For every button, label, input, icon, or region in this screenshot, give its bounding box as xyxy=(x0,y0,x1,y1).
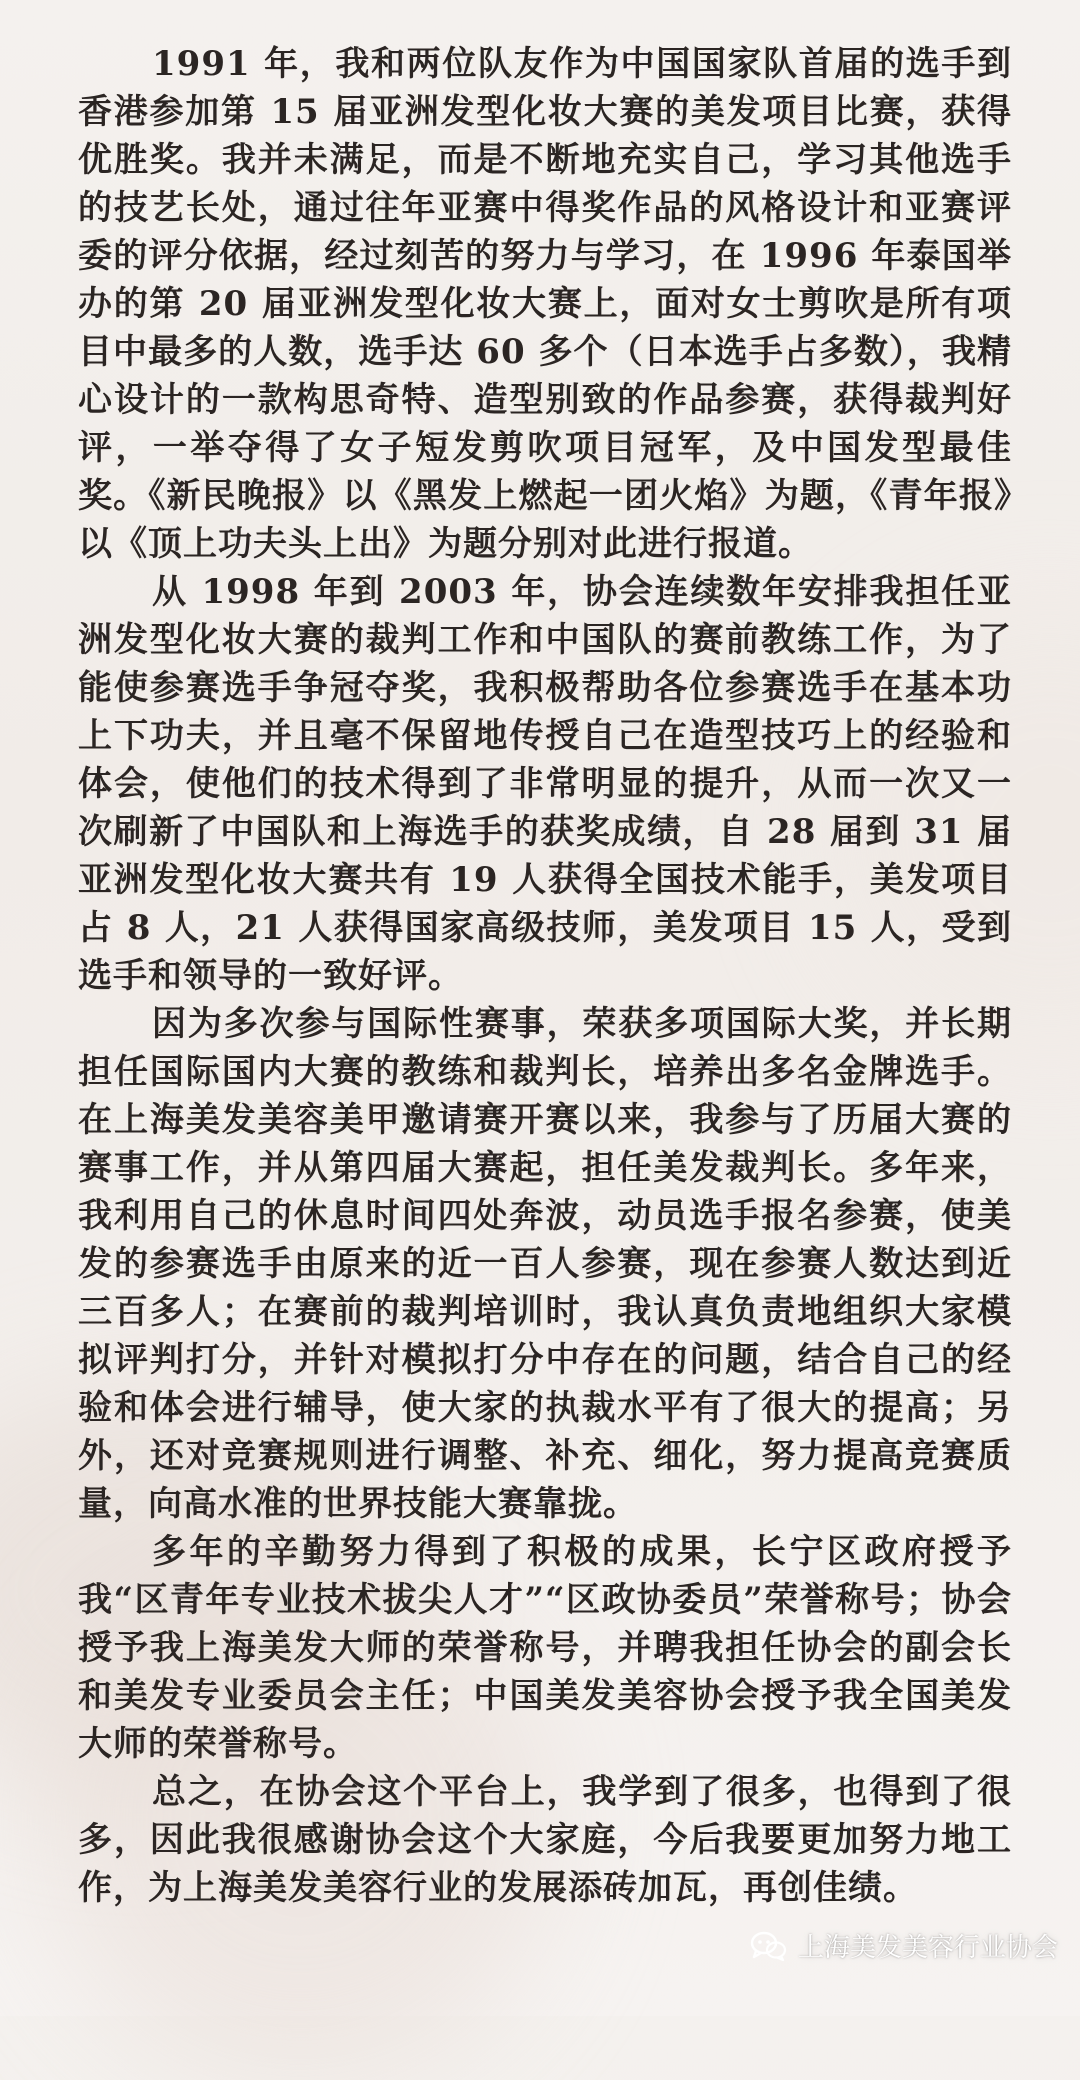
paragraph-4: 多年的辛勤努力得到了积极的成果，长宁区政府授予我“区青年专业技术拔尖人才”“区政协委员”荣誉称号；协会授予我上海美发大师的荣誉称号，并聘我担任协会的副会长和美发专业委员会主任；中国美发美容协会授予我全国美发大师的荣誉称号。 xyxy=(78,1532,1012,1764)
paragraph-3: 因为多次参与国际性赛事，荣获多项国际大奖，并长期担任国际国内大赛的教练和裁判长，培养出多名金牌选手。在上海美发美容美甲邀请赛开赛以来，我参与了历届大赛的赛事工作，并从第四届大赛起，担任美发裁判长。多年来，我利用自己的休息时间四处奔波，动员选手报名参赛，使美发的参赛选手由原来的近一百人参赛，现在参赛人数达到近三百多人；在赛前的裁判培训时，我认真负责地组织大家模拟评判打分，并针对模拟打分中存在的问题，结合自己的经验和体会进行辅导，使大家的执裁水平有了很大的提高；另外，还对竞赛规则进行调整、补充、细化，努力提高竞赛质量，向高水准的世界技能大赛靠拢。 xyxy=(78,1004,1012,1524)
watermark-text: 上海美发美容行业协会 xyxy=(797,1933,1058,1963)
article-body xyxy=(78,40,1012,1912)
source-watermark xyxy=(750,1927,1058,1964)
paragraph-2: 从 1998 年到 2003 年，协会连续数年安排我担任亚洲发型化妆大赛的裁判工作和中国队的赛前教练工作，为了能使参赛选手争冠夺奖，我积极帮助各位参赛选手在基本功上下功夫，并且毫不保留地传授自己在造型技巧上的经验和体会，使他们的技术得到了非常明显的提升，从而一次又一次刷新了中国队和上海选手的获奖成绩，自 28 届到 31 届亚洲发型化妆大赛共有 19 人获得全国技术能手，美发项目占 8 人，21 人获得国家高级技师，美发项目 15 人，受到选手和领导的一致好评。 xyxy=(78,572,1012,996)
paragraph-1: 1991 年，我和两位队友作为中国国家队首届的选手到香港参加第 15 届亚洲发型化妆大赛的美发项目比赛，获得优胜奖。我并未满足，而是不断地充实自己，学习其他选手的技艺长处，通过往年亚赛中得奖作品的风格设计和亚赛评委的评分依据，经过刻苦的努力与学习，在 1996 年泰国举办的第 20 届亚洲发型化妆大赛上，面对女士剪吹是所有项目中最多的人数，选手达 60 多个（日本选手占多数），我精心设计的一款构思奇特、造型别致的作品参赛，获得裁判好评，一举夺得了女子短发剪吹项目冠军，及中国发型最佳奖。《新民晚报》以《黑发上燃起一团火焰》为题，《青年报》以《顶上功夫头上出》为题分别对此进行报道。 xyxy=(78,44,1012,564)
wechat-icon xyxy=(750,1931,788,1961)
paragraph-5: 总之，在协会这个平台上，我学到了很多，也得到了很多，因此我很感谢协会这个大家庭，今后我要更加努力地工作，为上海美发美容行业的发展添砖加瓦，再创佳绩。 xyxy=(78,1772,1012,1908)
